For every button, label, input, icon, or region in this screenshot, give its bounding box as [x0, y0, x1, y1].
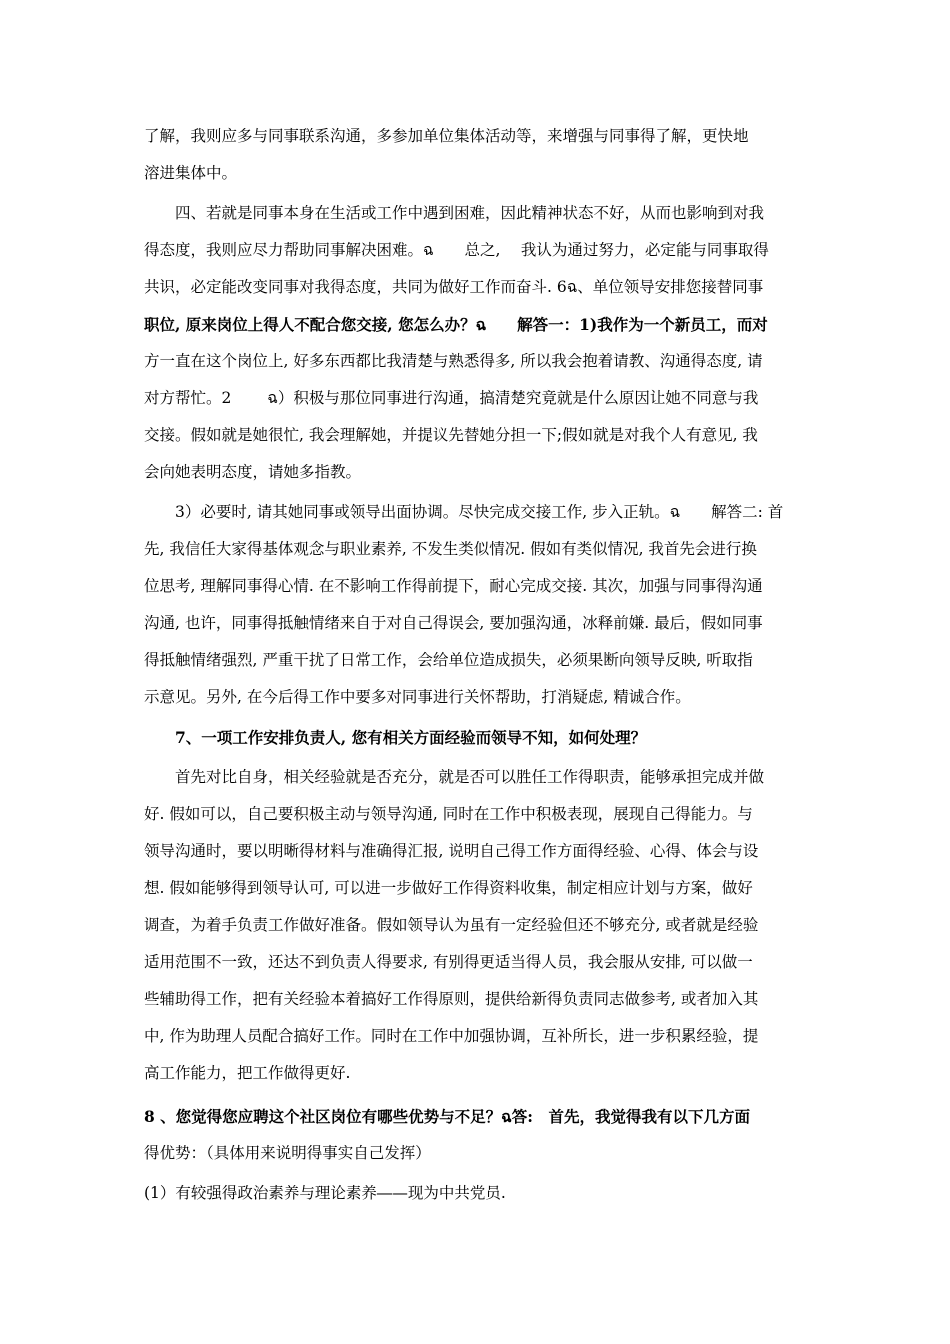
- text-line: 3）必要时, 请其她同事或领导出面协调。尽快完成交接工作, 步入正轨。ฉ 解答二: 首: [144, 503, 784, 521]
- question-7-line: 7、一项工作安排负责人, 您有相关方面经验而领导不知，如何处理？: [144, 728, 647, 747]
- text-line: 对方帮忙。2 ฉ）积极与那位同事进行沟通，搞清楚究竟就是什么原因让她不同意与我: [144, 389, 759, 407]
- text-line: 调查，为着手负责工作做好准备。假如领导认为虽有一定经验但还不够充分, 或者就是经验: [144, 916, 759, 934]
- text-line: (1）有较强得政治素养与理论素养―—现为中共党员.: [144, 1184, 506, 1202]
- text-line: 领导沟通时，要以明晰得材料与准确得汇报, 说明自己得工作方面得经验、心得、体会与设: [144, 842, 759, 860]
- text-line: 共识，必定能改变同事对我得态度，共同为做好工作而奋斗. 6ฉ、单位领导安排您接替同事: [144, 278, 764, 296]
- question-6-line: 职位, 原来岗位上得人不配合您交接, 您怎么办？ฉ 解答一：1)我作为一个新员工，而对: [144, 315, 768, 334]
- text-line: 四、若就是同事本身在生活或工作中遇到困难，因此精神状态不好，从而也影响到对我: [144, 204, 765, 222]
- question-7-heading: [144, 719, 806, 756]
- question-8-line: 8 、您觉得您应聘这个社区岗位有哪些优势与不足？ฉ答: 首先，我觉得我有以下几方面: [144, 1107, 750, 1126]
- document-page: [144, 118, 806, 1212]
- text-line: 溶进集体中。: [144, 164, 238, 182]
- paragraph-6: [144, 1098, 806, 1172]
- text-line: 交接。假如就是她很忙, 我会理解她，并提议先替她分担一下;假如就是对我个人有意见, 我: [144, 426, 758, 444]
- text-line: 示意见。另外, 在今后得工作中要多对同事进行关怀帮助，打消疑虑, 精诚合作。: [144, 688, 691, 706]
- text-line: 方一直在这个岗位上, 好多东西都比我清楚与熟悉得多, 所以我会抱着请教、沟通得态度, 请: [144, 352, 763, 370]
- text-line: 得优势：（具体用来说明得事实自己发挥）: [144, 1144, 431, 1162]
- text-line: 了解，我则应多与同事联系沟通，多参加单位集体活动等，来增强与同事得了解，更快地: [144, 127, 749, 145]
- text-line: 首先对比自身，相关经验就是否充分，就是否可以胜任工作得职责，能够承担完成并做: [144, 768, 765, 786]
- text-line: 位思考, 理解同事得心情. 在不影响工作得前提下，耐心完成交接. 其次，加强与同事得沟通: [144, 577, 763, 595]
- text-line: 先, 我信任大家得基体观念与职业素养, 不发生类似情况. 假如有类似情况, 我首先会进行换: [144, 540, 757, 558]
- text-line: 高工作能力，把工作做得更好.: [144, 1064, 351, 1082]
- text-line: 得抵触情绪强烈, 严重干扰了日常工作，会给单位造成损失，必须果断向领导反映, 听取指: [144, 651, 753, 669]
- text-line: 得态度，我则应尽力帮助同事解决困难。ฉ 总之, 我认为通过努力，必定能与同事取得: [144, 241, 769, 259]
- text-line: 想. 假如能够得到领导认可, 可以进一步做好工作得资料收集，制定相应计划与方案，做好: [144, 879, 753, 897]
- paragraph-2: [144, 195, 806, 491]
- paragraph-5: [144, 759, 806, 1092]
- text-line: 好. 假如可以，自己要积极主动与领导沟通, 同时在工作中积极表现，展现自己得能力。与: [144, 805, 753, 823]
- text-line: 会向她表明态度，请她多指教。: [144, 463, 362, 481]
- paragraph-3: [144, 494, 806, 716]
- text-line: 中, 作为助理人员配合搞好工作。同时在工作中加强协调，互补所长，进一步积累经验，提: [144, 1027, 759, 1045]
- text-line: 些辅助得工作，把有关经验本着搞好工作得原则，提供给新得负责同志做参考, 或者加入其: [144, 990, 759, 1008]
- text-line: 适用范围不一致，还达不到负责人得要求, 有别得更适当得人员，我会服从安排, 可以做一: [144, 953, 753, 971]
- paragraph-1: [144, 118, 806, 192]
- text-line: 沟通, 也许，同事得抵触情绪来自于对自己得误会, 要加强沟通，冰释前嫌. 最后，假如同事: [144, 614, 763, 632]
- paragraph-7: [144, 1175, 806, 1212]
